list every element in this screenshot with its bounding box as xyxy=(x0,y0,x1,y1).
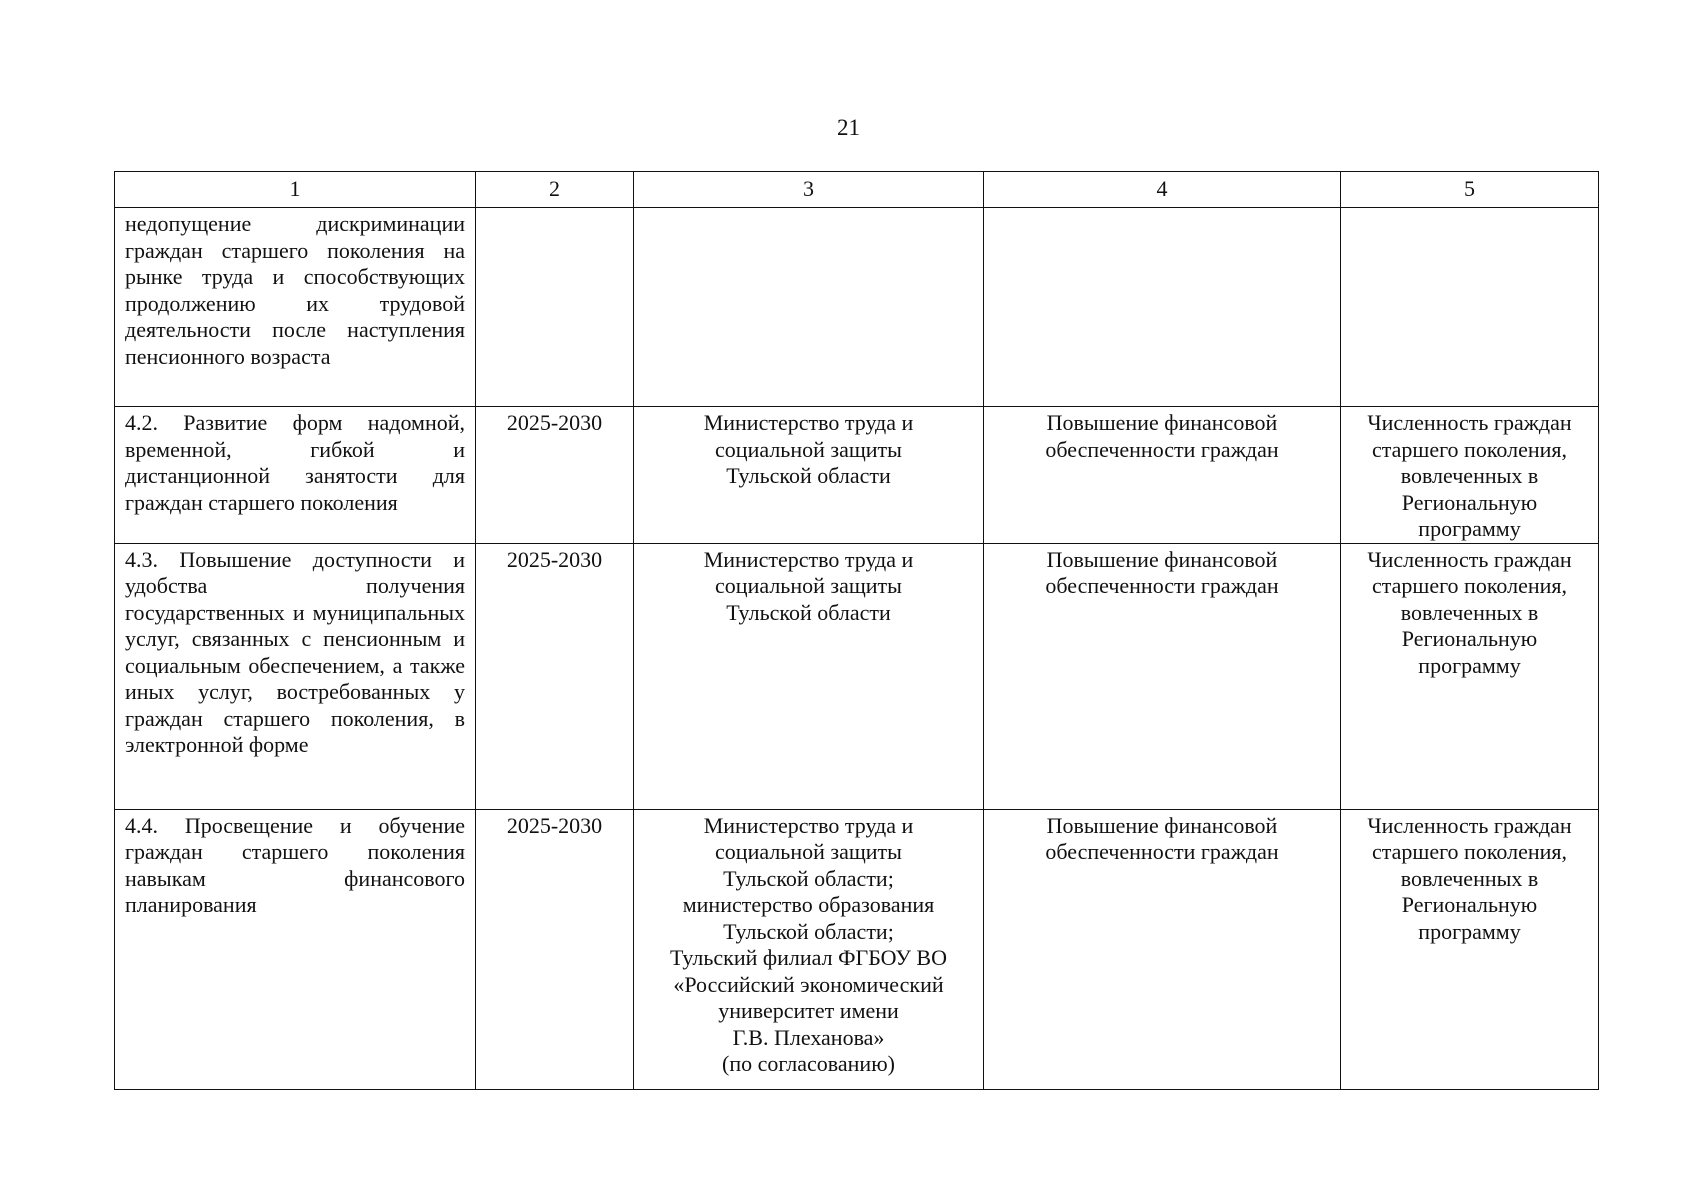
executor-line: Тульской области xyxy=(726,463,891,488)
page-number: 21 xyxy=(837,115,860,140)
indicator-line: программу xyxy=(1418,516,1521,541)
table-row xyxy=(115,407,1599,544)
indicator-line: программу xyxy=(1418,918,1521,944)
indicator-line: вовлеченных в xyxy=(1400,599,1539,625)
executor-line: «Российский экономический xyxy=(673,971,944,997)
executor-line: Министерство труда и xyxy=(703,812,914,838)
measure-text: 4.2. Развитие форм надомной, временной, гибкой и дистанционной занятости для граждан старшего поколения xyxy=(115,407,476,544)
executor-line: социальной защиты xyxy=(715,436,902,462)
measure-text: 4.4. Просвещение и обучение граждан старшего поколения навыкам финансового планирования xyxy=(115,809,476,1089)
measures-table xyxy=(114,171,1599,1090)
indicator-line: Численность граждан xyxy=(1367,410,1572,435)
executor-line: Г.В. Плеханова» xyxy=(732,1024,885,1050)
executor-line: министерство образования xyxy=(682,892,935,917)
executor-cell xyxy=(634,543,984,809)
indicator-line: Региональную xyxy=(1401,626,1538,651)
indicator-line: Региональную xyxy=(1401,892,1538,917)
indicator-line: старшего поколения, xyxy=(1371,839,1568,864)
indicator-cell xyxy=(1341,407,1599,544)
executor-cell xyxy=(634,407,984,544)
measure-text: недопущение дискриминации граждан старшего поколения на рынке труда и способствующих продолжению их трудовой деятельности после наступления пенсионного возраста xyxy=(115,208,476,407)
executor-line: Тульский филиал ФГБОУ ВО xyxy=(670,945,947,970)
indicator-line: Численность граждан xyxy=(1367,812,1572,838)
indicator-cell xyxy=(1341,543,1599,809)
indicator-line: программу xyxy=(1418,652,1521,678)
indicator-line: Численность граждан xyxy=(1367,546,1572,572)
period-cell: 2025-2030 xyxy=(476,543,634,809)
indicator-cell xyxy=(1341,809,1599,1089)
header-col-5: 5 xyxy=(1341,172,1599,208)
header-col-1: 1 xyxy=(115,172,476,208)
executor-cell xyxy=(634,809,984,1089)
executor-cell xyxy=(634,208,984,407)
indicator-cell xyxy=(1341,208,1599,407)
period-cell: 2025-2030 xyxy=(476,809,634,1089)
executor-line: Министерство труда и xyxy=(703,410,914,435)
result-cell xyxy=(984,208,1341,407)
result-cell: Повышение финансовой обеспеченности граждан xyxy=(984,407,1341,544)
indicator-line: вовлеченных в xyxy=(1400,865,1539,891)
indicator-line: старшего поколения, xyxy=(1371,436,1568,462)
period-cell xyxy=(476,208,634,407)
header-col-2: 2 xyxy=(476,172,634,208)
measure-text: 4.3. Повышение доступности и удобства получения государственных и муниципальных услуг, связанных с пенсионным и социальным обеспечением, а также иных услуг, востребованных у граждан старшего поколения, в электронной форме xyxy=(115,543,476,809)
executor-line: Тульской области; xyxy=(723,918,894,944)
table-header-row xyxy=(115,172,1599,208)
executor-line: социальной защиты xyxy=(715,573,902,598)
period-cell: 2025-2030 xyxy=(476,407,634,544)
table-row xyxy=(115,543,1599,809)
result-cell: Повышение финансовой обеспеченности граждан xyxy=(984,543,1341,809)
executor-line: Тульской области xyxy=(726,599,891,625)
result-cell: Повышение финансовой обеспеченности граждан xyxy=(984,809,1341,1089)
indicator-line: старшего поколения, xyxy=(1371,573,1568,598)
executor-line: социальной защиты xyxy=(715,839,902,864)
executor-line: (по согласованию) xyxy=(722,1051,895,1076)
header-col-4: 4 xyxy=(984,172,1341,208)
indicator-line: Региональную xyxy=(1401,489,1538,515)
executor-line: университет имени xyxy=(718,998,899,1023)
table-row xyxy=(115,208,1599,407)
indicator-line: вовлеченных в xyxy=(1400,463,1539,488)
table-row xyxy=(115,809,1599,1089)
executor-line: Министерство труда и xyxy=(703,546,914,572)
header-col-3: 3 xyxy=(634,172,984,208)
executor-line: Тульской области; xyxy=(723,865,894,891)
